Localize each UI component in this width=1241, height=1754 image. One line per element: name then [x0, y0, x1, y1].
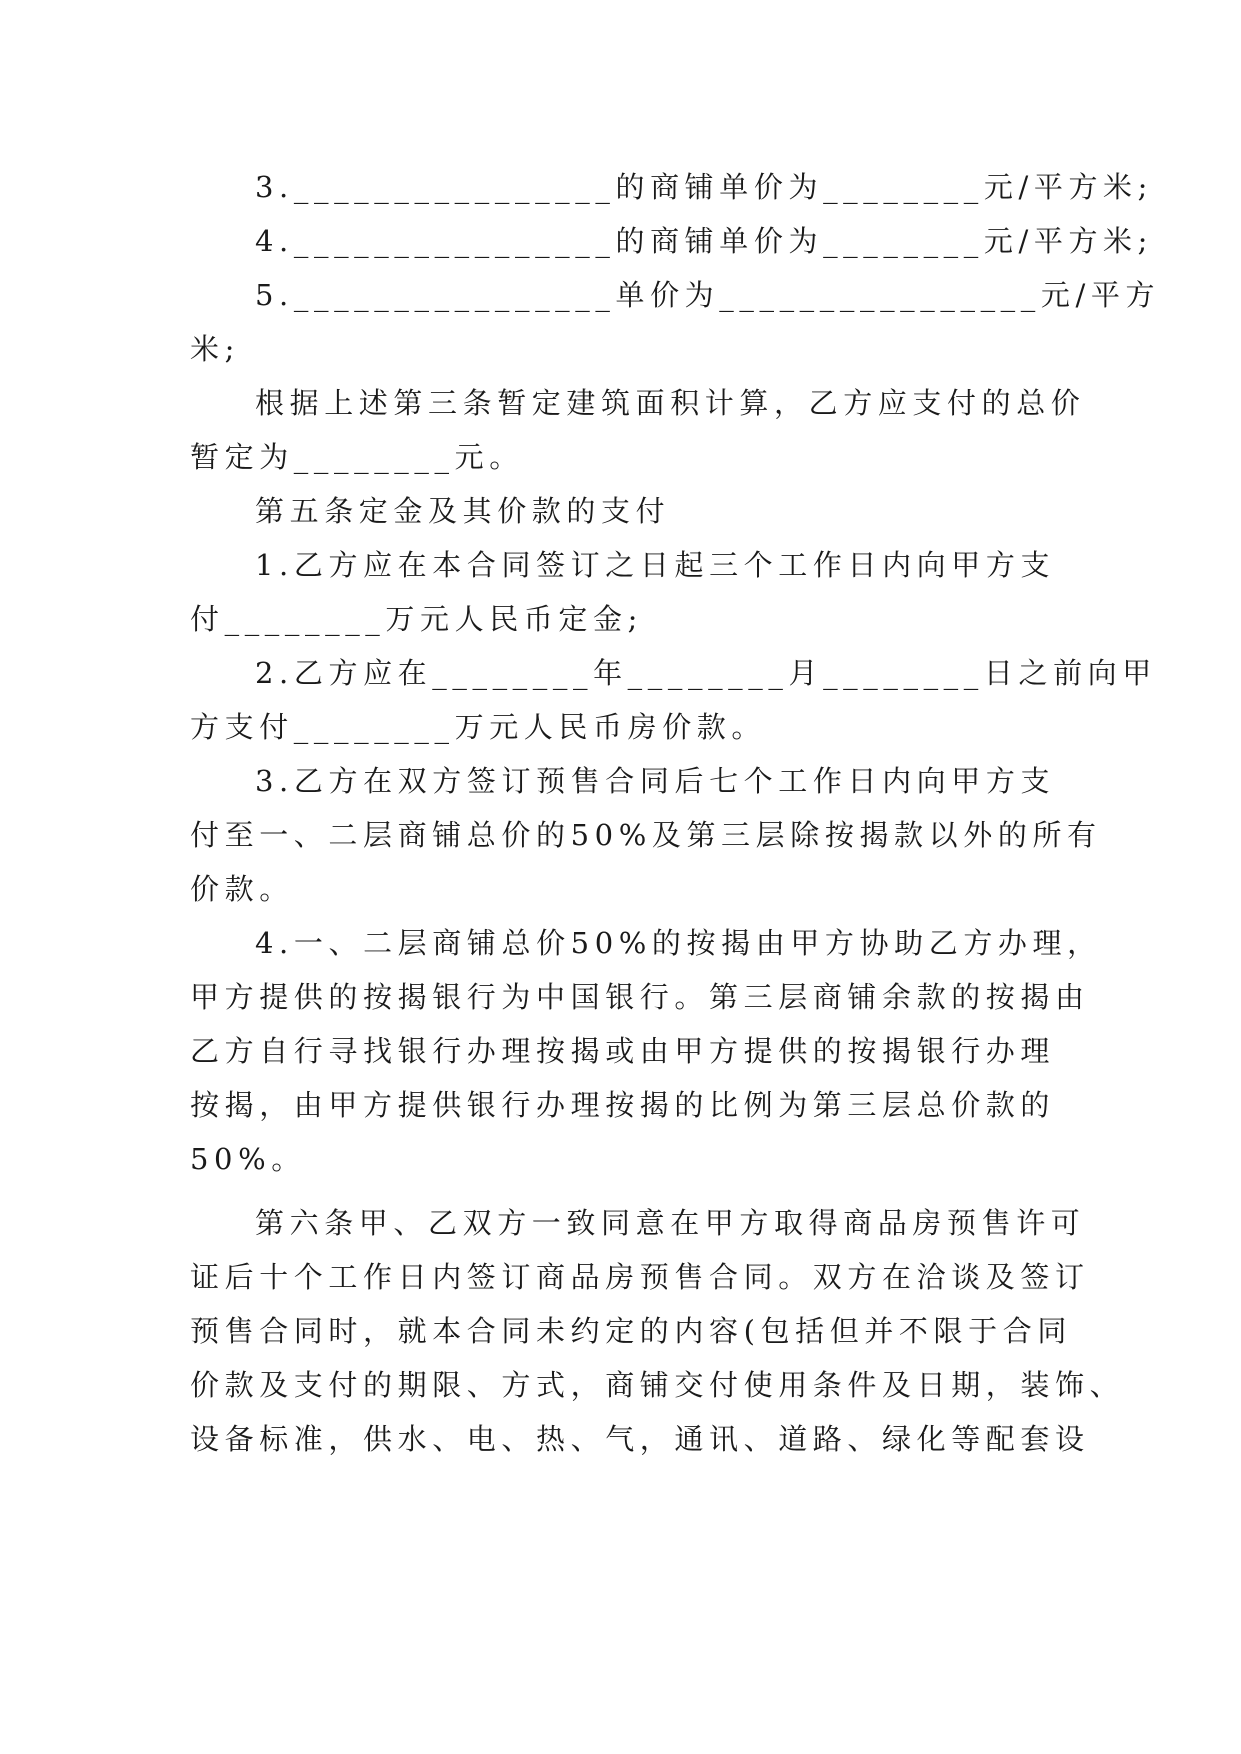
- text-line: 设备标准，供水、电、热、气，通讯、道路、绿化等配套设: [190, 1422, 1090, 1456]
- text-line: 甲方提供的按揭银行为中国银行。第三层商铺余款的按揭由: [190, 980, 1090, 1014]
- text-line: 预售合同时，就本合同未约定的内容(包括但并不限于合同: [190, 1314, 1072, 1348]
- section-heading: 第五条定金及其价款的支付: [255, 494, 671, 528]
- text-line: 5.________________单价为________________元/平方: [255, 278, 1161, 312]
- text-line: 2.乙方应在________年________月________日之前向甲: [255, 656, 1157, 690]
- text-line: 50%。: [190, 1142, 306, 1176]
- text-line: 3.乙方在双方签订预售合同后七个工作日内向甲方支: [255, 764, 1056, 798]
- text-line: 米;: [190, 332, 240, 366]
- text-line: 方支付________万元人民币房价款。: [190, 710, 767, 744]
- text-line: 付至一、二层商铺总价的50%及第三层除按揭款以外的所有: [190, 818, 1102, 852]
- text-line: 证后十个工作日内签订商品房预售合同。双方在洽谈及签订: [190, 1260, 1090, 1294]
- text-line: 根据上述第三条暂定建筑面积计算，乙方应支付的总价: [255, 386, 1086, 420]
- text-line: 乙方自行寻找银行办理按揭或由甲方提供的按揭银行办理: [190, 1034, 1056, 1068]
- text-line: 价款。: [190, 872, 294, 906]
- text-line: 价款及支付的期限、方式，商铺交付使用条件及日期，装饰、: [190, 1368, 1125, 1402]
- text-line: 3.________________的商铺单价为________元/平方米;: [255, 170, 1154, 204]
- text-line: 付________万元人民币定金;: [190, 602, 643, 636]
- text-line: 按揭，由甲方提供银行办理按揭的比例为第三层总价款的: [190, 1088, 1056, 1122]
- text-line: 1.乙方应在本合同签订之日起三个工作日内向甲方支: [255, 548, 1056, 582]
- text-line: 第六条甲、乙双方一致同意在甲方取得商品房预售许可: [255, 1206, 1086, 1240]
- text-line: 4.________________的商铺单价为________元/平方米;: [255, 224, 1154, 258]
- text-line: 4.一、二层商铺总价50%的按揭由甲方协助乙方办理，: [255, 926, 1102, 960]
- text-line: 暂定为________元。: [190, 440, 524, 474]
